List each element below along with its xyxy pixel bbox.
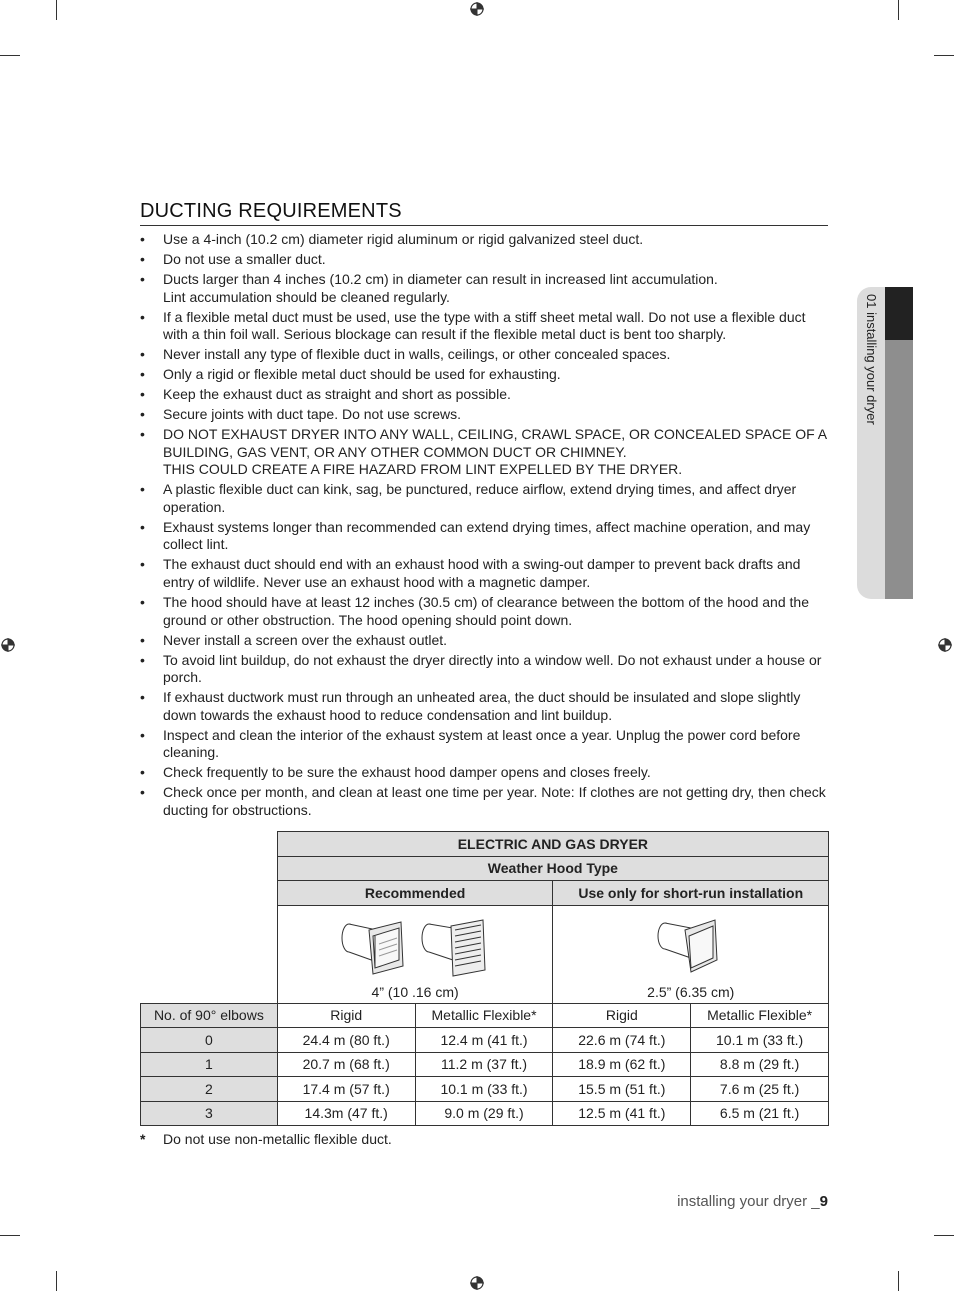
- table-header-short-run: Use only for short-run installation: [553, 881, 829, 906]
- page-number: 9: [819, 1193, 828, 1210]
- table-cell: 12.5 m (41 ft.): [553, 1101, 691, 1126]
- hood-illustration-cell-recommended: [277, 905, 553, 1003]
- table-header-hood-type: Weather Hood Type: [277, 856, 828, 881]
- table-cell: 8.8 m (29 ft.): [691, 1052, 829, 1077]
- page-title: DUCTING REQUIREMENTS: [140, 199, 828, 226]
- table-cell: 10.1 m (33 ft.): [691, 1028, 829, 1053]
- footnote-text: Do not use non-metallic flexible duct.: [163, 1131, 392, 1147]
- table-row: [141, 1028, 829, 1053]
- column-header-rigid-recommended: Rigid: [277, 1003, 415, 1028]
- crop-mark: [934, 1235, 954, 1236]
- crop-mark: [898, 0, 899, 20]
- table-cell: 12.4 m (41 ft.): [415, 1028, 553, 1053]
- table-header-recommended: Recommended: [277, 881, 553, 906]
- list-item: • Ducts larger than 4 inches (10.2 cm) in diameter can result in increased lint accumulation. Lint accumulation should be cleaned regularly.: [140, 271, 830, 306]
- column-header-flexible-recommended: Metallic Flexible*: [415, 1003, 553, 1028]
- elbow-count-cell: 3: [141, 1101, 278, 1126]
- table-cell: 6.5 m (21 ft.): [691, 1101, 829, 1126]
- list-item: • Inspect and clean the interior of the exhaust system at least once a year. Unplug the power cord before cleaning.: [140, 727, 830, 762]
- requirements-list: [140, 231, 830, 822]
- table-cell: 15.5 m (51 ft.): [553, 1077, 691, 1102]
- table-cell: 10.1 m (33 ft.): [415, 1077, 553, 1102]
- elbow-count-cell: 2: [141, 1077, 278, 1102]
- louvered-vent-icon: [419, 916, 491, 978]
- column-header-flexible-short-run: Metallic Flexible*: [691, 1003, 829, 1028]
- list-item: • If a flexible metal duct must be used, use the type with a stiff sheet metal wall. Do not use a flexible duct with a thin foil wall. Serious blockage can result if the flexible metal duct is bent too sharply.: [140, 309, 830, 344]
- side-tab-gray-block: [885, 340, 913, 599]
- crop-mark: [56, 1271, 57, 1291]
- list-item: • Check once per month, and clean at least one time per year. Note: If clothes are not getting dry, then check ducting for obstructions.: [140, 784, 830, 819]
- list-item: • The hood should have at least 12 inches (30.5 cm) of clearance between the bottom of the hood and the ground or other obstruction. The hood opening should point down.: [140, 594, 830, 629]
- crop-mark: [0, 1235, 20, 1236]
- list-item: • The exhaust duct should end with an exhaust hood with a swing-out damper to prevent back drafts and entry of wildlife. Never use an exhaust hood with a magnetic damper.: [140, 556, 830, 591]
- table-row: [141, 1077, 829, 1102]
- crop-mark: [898, 1271, 899, 1291]
- list-item: • DO NOT EXHAUST DRYER INTO ANY WALL, CEILING, CRAWL SPACE, OR CONCEALED SPACE OF A BUILDING, GAS VENT, OR ANY OTHER COMMON DUCT OR CHIMNEY. THIS COULD CREATE A FIRE HAZARD FROM LINT EXPELLED BY THE DRYER.: [140, 426, 830, 479]
- column-header-elbows: No. of 90° elbows: [141, 1003, 278, 1028]
- table-cell: 9.0 m (29 ft.): [415, 1101, 553, 1126]
- side-tab-dark-block: [885, 287, 913, 340]
- table-cell: 14.3m (47 ft.): [277, 1101, 415, 1126]
- registration-mark-icon: [937, 637, 953, 653]
- list-item: • Use a 4-inch (10.2 cm) diameter rigid aluminum or rigid galvanized steel duct.: [140, 231, 830, 249]
- table-empty-corner: [141, 832, 278, 1004]
- registration-mark-icon: [469, 1, 485, 17]
- table-cell: 7.6 m (25 ft.): [691, 1077, 829, 1102]
- table-cell: 17.4 m (57 ft.): [277, 1077, 415, 1102]
- crop-mark: [0, 55, 20, 56]
- elbow-count-cell: 0: [141, 1028, 278, 1053]
- list-item: • Keep the exhaust duct as straight and short as possible.: [140, 386, 830, 404]
- list-item: • Do not use a smaller duct.: [140, 251, 830, 269]
- ducting-length-table: [140, 831, 829, 1126]
- footnote-asterisk: *: [140, 1131, 146, 1147]
- list-item: • Never install any type of flexible duct in walls, ceilings, or other concealed spaces.: [140, 346, 830, 364]
- page-footer: [677, 1193, 828, 1210]
- list-item: • Exhaust systems longer than recommended can extend drying times, affect machine operation, and may collect lint.: [140, 519, 830, 554]
- hood-illustration-cell-short-run: [553, 905, 829, 1003]
- elbow-count-cell: 1: [141, 1052, 278, 1077]
- damper-hood-icon: [655, 916, 727, 978]
- registration-mark-icon: [469, 1275, 485, 1291]
- table-cell: 24.4 m (80 ft.): [277, 1028, 415, 1053]
- registration-mark-icon: [0, 637, 16, 653]
- table-row: [141, 1101, 829, 1126]
- table-header-dryer-type: ELECTRIC AND GAS DRYER: [277, 832, 828, 857]
- crop-mark: [56, 0, 57, 20]
- list-item: • To avoid lint buildup, do not exhaust the dryer directly into a window well. Do not exhaust under a house or porch.: [140, 652, 830, 687]
- crop-mark: [934, 55, 954, 56]
- list-item: • A plastic flexible duct can kink, sag, be punctured, reduce airflow, extend drying times, and affect dryer operation.: [140, 481, 830, 516]
- hood-size-short-run: 2.5” (6.35 cm): [647, 983, 735, 1000]
- table-cell: 22.6 m (74 ft.): [553, 1028, 691, 1053]
- column-header-rigid-short-run: Rigid: [553, 1003, 691, 1028]
- table-cell: 20.7 m (68 ft.): [277, 1052, 415, 1077]
- hood-size-recommended: 4” (10 .16 cm): [371, 983, 459, 1000]
- table-cell: 11.2 m (37 ft.): [415, 1052, 553, 1077]
- footer-label: installing your dryer _: [677, 1193, 820, 1210]
- list-item: • Check frequently to be sure the exhaust hood damper opens and closes freely.: [140, 764, 830, 782]
- list-item: • If exhaust ductwork must run through an unheated area, the duct should be insulated and slope slightly down towards the exhaust hood to reduce condensation and lint buildup.: [140, 689, 830, 724]
- list-item: • Never install a screen over the exhaust outlet.: [140, 632, 830, 650]
- table-row: [141, 1052, 829, 1077]
- list-item: • Only a rigid or flexible metal duct should be used for exhausting.: [140, 366, 830, 384]
- list-item: • Secure joints with duct tape. Do not use screws.: [140, 406, 830, 424]
- table-cell: 18.9 m (62 ft.): [553, 1052, 691, 1077]
- chapter-label: 01 installing your dryer: [864, 294, 879, 425]
- louvered-hood-icon: [339, 916, 411, 978]
